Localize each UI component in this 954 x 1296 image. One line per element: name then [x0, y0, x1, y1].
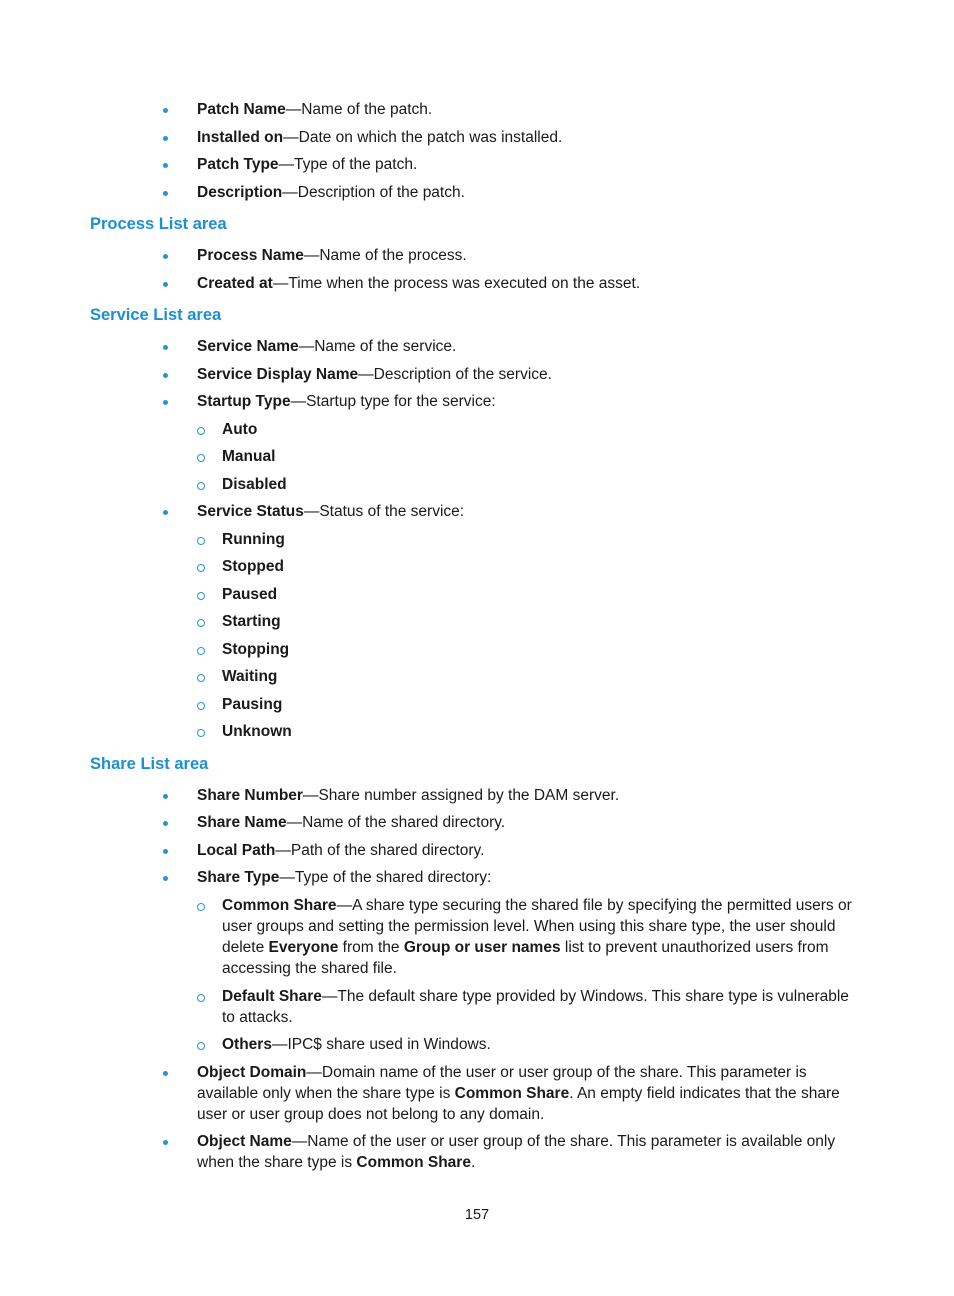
- section-heading-process: Process List area: [90, 215, 227, 233]
- status-running: Running: [222, 531, 285, 548]
- item-desc: list to prevent unauthorized users from accessing the shared file.: [222, 939, 829, 977]
- list-item: [197, 273, 640, 294]
- list-item: [197, 867, 491, 888]
- item-desc: —Type of the shared directory:: [279, 869, 492, 886]
- circle-bullet-icon: [197, 454, 205, 462]
- item-desc: —A share type securing the shared file by specifying the permitted users or user groups and setting the permission level. When using this share type, the user should delete: [222, 897, 852, 956]
- circle-bullet-icon: [197, 482, 205, 490]
- item-term: Share Number: [197, 787, 303, 804]
- list-item: [197, 501, 464, 522]
- list-item: [197, 336, 456, 357]
- list-item: [197, 785, 619, 806]
- bullet-icon: [163, 373, 168, 378]
- item-desc: —Date on which the patch was installed.: [283, 129, 563, 146]
- status-paused: Paused: [222, 586, 278, 603]
- item-desc: —Name of the user or user group of the share. This parameter is available only when the share type is: [197, 1133, 836, 1171]
- bullet-icon: [163, 794, 168, 799]
- startup-type-manual: Manual: [222, 448, 276, 465]
- bullet-icon: [163, 510, 168, 515]
- item-term: Common Share: [222, 897, 337, 914]
- bold-text: Common Share: [356, 1154, 471, 1171]
- bullet-icon: [163, 400, 168, 405]
- item-term: Patch Name: [197, 101, 286, 118]
- item-desc: —Path of the shared directory.: [275, 842, 485, 859]
- item-term: Installed on: [197, 129, 284, 146]
- status-stopped: Stopped: [222, 558, 284, 575]
- item-desc: —Type of the patch.: [278, 156, 418, 173]
- status-waiting: Waiting: [222, 668, 278, 685]
- list-item: [197, 182, 465, 203]
- item-desc: —Startup type for the service:: [290, 393, 496, 410]
- circle-bullet-icon: [197, 1042, 205, 1050]
- list-item: [197, 245, 467, 266]
- bold-text: Everyone: [268, 939, 339, 956]
- bullet-icon: [163, 108, 168, 113]
- circle-bullet-icon: [197, 674, 205, 682]
- section-heading-share: Share List area: [90, 755, 209, 773]
- list-item: [197, 391, 496, 412]
- circle-bullet-icon: [197, 903, 205, 911]
- bullet-icon: [163, 345, 168, 350]
- item-term: Startup Type: [197, 393, 291, 410]
- bullet-icon: [163, 136, 168, 141]
- item-desc: . An empty field indicates that the share user or user group does not belong to any domain.: [197, 1085, 840, 1123]
- bullet-icon: [163, 191, 168, 196]
- circle-bullet-icon: [197, 994, 205, 1002]
- list-item: [197, 99, 432, 120]
- item-desc: —Name of the process.: [303, 247, 467, 264]
- section-heading-service: Service List area: [90, 306, 222, 324]
- status-starting: Starting: [222, 613, 281, 630]
- list-item: [197, 127, 562, 148]
- circle-bullet-icon: [197, 592, 205, 600]
- bullet-icon: [163, 254, 168, 259]
- list-item: [197, 154, 417, 175]
- circle-bullet-icon: [197, 647, 205, 655]
- bullet-icon: [163, 163, 168, 168]
- bullet-icon: [163, 849, 168, 854]
- item-term: Share Name: [197, 814, 287, 831]
- object-name-paragraph: [197, 1131, 864, 1173]
- circle-bullet-icon: [197, 564, 205, 572]
- item-term: Others: [222, 1036, 272, 1053]
- item-desc: —Description of the patch.: [282, 184, 465, 201]
- common-share-paragraph: [222, 895, 864, 979]
- circle-bullet-icon: [197, 619, 205, 627]
- item-term: Service Display Name: [197, 366, 359, 383]
- item-desc: —Time when the process was executed on the asset.: [272, 275, 641, 292]
- bullet-icon: [163, 876, 168, 881]
- default-share-paragraph: [222, 986, 864, 1028]
- item-desc: —Status of the service:: [303, 503, 465, 520]
- bullet-icon: [163, 821, 168, 826]
- startup-type-auto: Auto: [222, 421, 258, 438]
- item-desc: —Share number assigned by the DAM server.: [302, 787, 620, 804]
- bullet-icon: [163, 1071, 168, 1076]
- circle-bullet-icon: [197, 537, 205, 545]
- bold-text: Group or user names: [403, 939, 561, 956]
- item-term: Service Name: [197, 338, 299, 355]
- circle-bullet-icon: [197, 729, 205, 737]
- item-desc: .: [470, 1154, 476, 1171]
- item-desc: —IPC$ share used in Windows.: [271, 1036, 491, 1053]
- startup-type-disabled: Disabled: [222, 476, 287, 493]
- bullet-icon: [163, 282, 168, 287]
- item-desc: —Name of the patch.: [285, 101, 433, 118]
- item-desc: —Description of the service.: [358, 366, 552, 383]
- list-item: [197, 840, 484, 861]
- bold-text: Common Share: [454, 1085, 570, 1102]
- item-term: Share Type: [197, 869, 280, 886]
- item-desc: —Name of the service.: [298, 338, 457, 355]
- status-pausing: Pausing: [222, 696, 283, 713]
- circle-bullet-icon: [197, 702, 205, 710]
- status-unknown: Unknown: [222, 723, 292, 740]
- item-term: Description: [197, 184, 283, 201]
- bullet-icon: [163, 1140, 168, 1145]
- item-term: Local Path: [197, 842, 276, 859]
- object-domain-paragraph: [197, 1062, 864, 1125]
- item-term: Object Domain: [197, 1064, 307, 1081]
- others-item: [222, 1034, 491, 1055]
- item-desc: —Domain name of the user or user group of the share. This parameter is available only when the share type is: [197, 1064, 807, 1102]
- item-desc: —Name of the shared directory.: [286, 814, 506, 831]
- list-item: [197, 812, 505, 833]
- list-item: [197, 364, 552, 385]
- item-term: Created at: [197, 275, 273, 292]
- item-term: Service Status: [197, 503, 304, 520]
- page-number: 157: [464, 1207, 490, 1223]
- item-term: Process Name: [197, 247, 304, 264]
- status-stopping: Stopping: [222, 641, 290, 658]
- item-term: Default Share: [222, 988, 322, 1005]
- circle-bullet-icon: [197, 427, 205, 435]
- item-term: Patch Type: [197, 156, 279, 173]
- item-term: Object Name: [197, 1133, 292, 1150]
- item-desc: from the: [338, 939, 404, 956]
- item-desc: —The default share type provided by Windows. This share type is vulnerable to attacks.: [222, 988, 849, 1026]
